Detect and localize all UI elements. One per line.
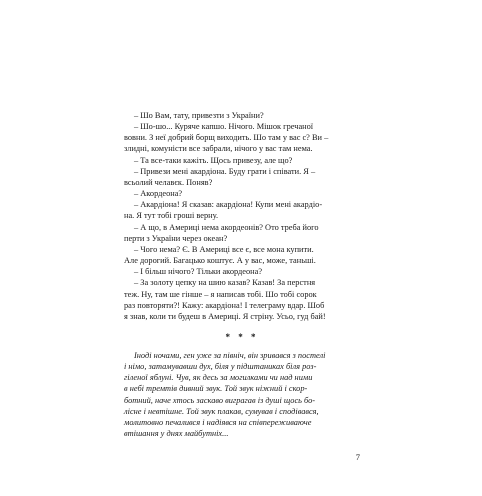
dialogue-line: – Акордеона?	[134, 189, 183, 199]
dialogue-line: вовни. З неї добрий борщ виходить. Шо там у вас с? Ви –	[124, 133, 329, 143]
dialogue-line: раз повторяти?! Кажу: акардіона! І телеграму вдар. Шоб	[124, 300, 325, 310]
dialogue-line: – Та все-таки кажіть. Щось привезу, але що?	[134, 155, 293, 165]
dialogue-line: всьолий челавєк. Поняв?	[124, 177, 213, 187]
dialogue-line: – Привези мені акардіона. Буду грати і співати. Я –	[134, 166, 316, 176]
epilogue-line: втішання у днях майбутніх...	[124, 429, 229, 439]
dialogue-line: – За золоту цепку на шию казав? Казав! За перстня	[134, 278, 316, 288]
dialogue-line: – Шо-шо... Куряче капшо. Нічого. Мішок гречаної	[134, 122, 314, 132]
dialogue-line: – І більш нічого? Тільки акордеона?	[134, 267, 263, 277]
epilogue-line: Іноді ночами, ген уже за північ, він зривався з постелі	[134, 351, 326, 360]
dialogue-line: – Акардіона! Я сказав: акардіона! Купи мені акардіо-	[134, 200, 323, 210]
epilogue-line: в небі тремтів дивний звук. Той звук ніжний і скор-	[124, 384, 308, 394]
epilogue-paragraph	[124, 350, 360, 439]
dialogue-line: перти з України через океан?	[124, 233, 228, 243]
dialogue-line: теж. Ну, там ше гінше – я написав тобі. Шо тобі сорок	[124, 289, 317, 299]
dialogue-line: – Шо Вам, тату, привезти з України?	[134, 111, 264, 120]
epilogue-line: молитовно печалився і надіявся на співпереживаюче	[124, 417, 312, 427]
dialogue-block	[124, 110, 360, 322]
dialogue-line: – А що, в Америці нема акордеонів? Ото треба його	[134, 222, 319, 232]
epilogue-line: гіленої яблуні. Чув, як десь за могилками чи над ними	[124, 373, 313, 383]
dialogue-line: Але дорогий. Багацько коштує. А у вас, може, таньші.	[124, 256, 316, 266]
dialogue-line: злидні, комуністи все забрали, нічого у вас там нема.	[124, 144, 313, 154]
dialogue-line: – Чого нема? Є. В Америці все є, все мона купити.	[134, 244, 314, 254]
dialogue-line: на. Я тут тобі гроші верну.	[124, 211, 219, 221]
page-number: 7	[355, 452, 360, 462]
epilogue-line: лісне і невтішне. Той звук плакав, сумував і сподівався,	[124, 406, 319, 416]
section-separator: * * *	[225, 332, 259, 342]
epilogue-line: і німо, затамувавши дух, біля у підштаниках біля роз-	[124, 362, 317, 372]
epilogue-line: ботний, наче хтось заскаво виграгав із душі щось бо-	[124, 395, 316, 405]
dialogue-line: я знав, коли ти будеш в Америці. Я стріну. Усьо, гуд бай!	[124, 311, 326, 321]
